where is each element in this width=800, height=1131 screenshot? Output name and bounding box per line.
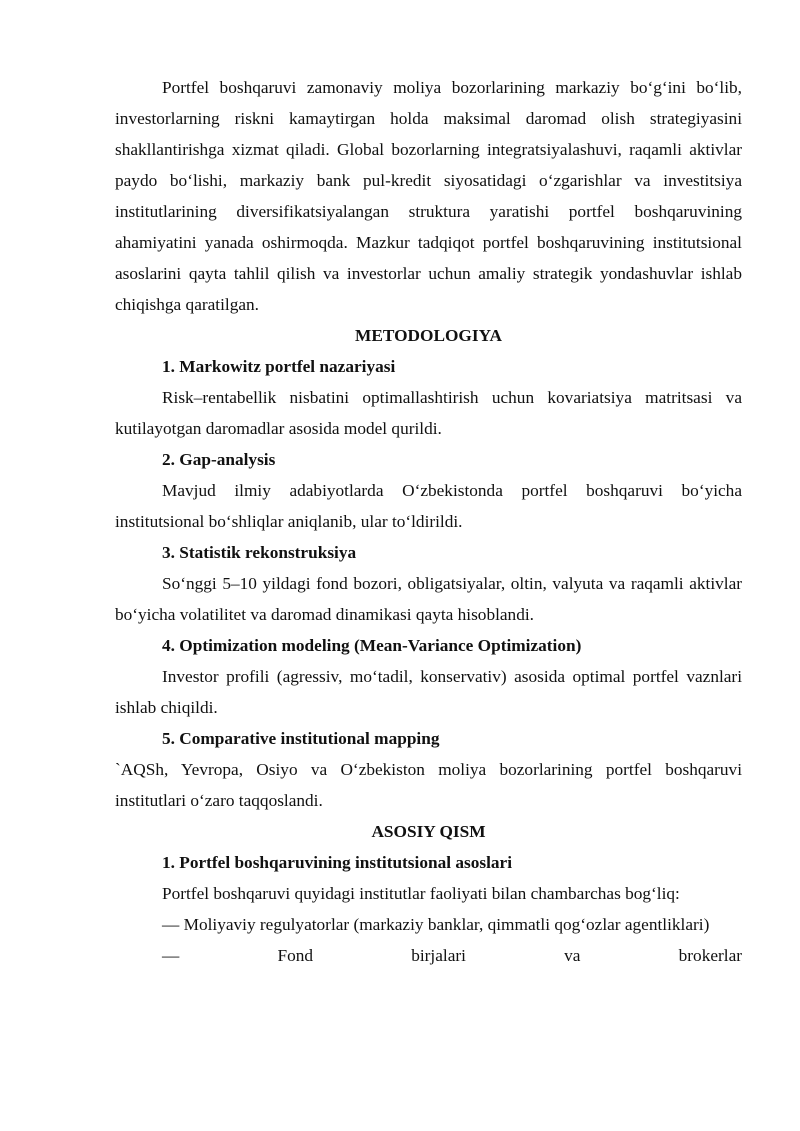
method-1-text: Risk–rentabellik nisbatini optimallashtirish uchun kovariatsiya matritsasi va kutilayotgan daromadlar asosida model qurildi.: [115, 388, 742, 438]
main-subheading: 1. Portfel boshqaruvining institutsional asoslari: [162, 853, 512, 872]
main-lead: Portfel boshqaruvi quyidagi institutlar faoliyati bilan chambarchas bog‘liq:: [162, 884, 680, 903]
method-2-text: Mavjud ilmiy adabiyotlarda O‘zbekistonda portfel boshqaruvi bo‘yicha institutsional bo‘shliqlar aniqlanib, ular to‘ldirildi.: [115, 481, 742, 531]
main-heading: ASOSIY QISM: [371, 822, 486, 841]
method-2-title: 2. Gap-analysis: [162, 450, 276, 469]
method-5-title: 5. Comparative institutional mapping: [162, 729, 440, 748]
dash-item-regulators: — Moliyaviy regulyatorlar (markaziy banklar, qimmatli qog‘ozlar agentliklari): [162, 915, 710, 934]
methodology-heading: METODOLOGIYA: [355, 326, 502, 345]
method-5-text: `AQSh, Yevropa, Osiyo va O‘zbekiston moliya bozorlarining portfel boshqaruvi institutlari o‘zaro taqqoslandi.: [115, 760, 742, 810]
method-1-title: 1. Markowitz portfel nazariyasi: [162, 357, 396, 376]
method-3-title: 3. Statistik rekonstruksiya: [162, 543, 357, 562]
method-4-title: 4. Optimization modeling (Mean-Variance Optimization): [162, 636, 582, 655]
method-3-text: So‘nggi 5–10 yildagi fond bozori, obligatsiyalar, oltin, valyuta va raqamli aktivlar bo‘yicha volatilitet va daromad dinamikasi qayta hisoblandi.: [115, 574, 742, 624]
document-page: [115, 72, 742, 971]
dash-item-exchanges: — Fond birjalari va brokerlar: [162, 946, 742, 965]
intro-paragraph: Portfel boshqaruvi zamonaviy moliya bozorlarining markaziy bo‘g‘ini bo‘lib, investorlarning riskni kamaytirgan holda maksimal daromad olish strategiyasini shakllantirishga xizmat qiladi. Global bozorlarning integratsiyalashuvi, raqamli aktivlar paydo bo‘lishi, markaziy bank pul-kredit siyosatidagi o‘zgarishlar va investitsiya institutlarining diversifikatsiyalangan struktura yaratishi portfel boshqaruvining ahamiyatini yanada oshirmoqda. Mazkur tadqiqot portfel boshqaruvining institutsional asoslarini qayta tahlil qilish va investorlar uchun amaliy strategik yondashuvlar ishlab chiqishga qaratilgan.: [115, 78, 742, 314]
method-4-text: Investor profili (agressiv, mo‘tadil, konservativ) asosida optimal portfel vaznlari ishlab chiqildi.: [115, 667, 742, 717]
